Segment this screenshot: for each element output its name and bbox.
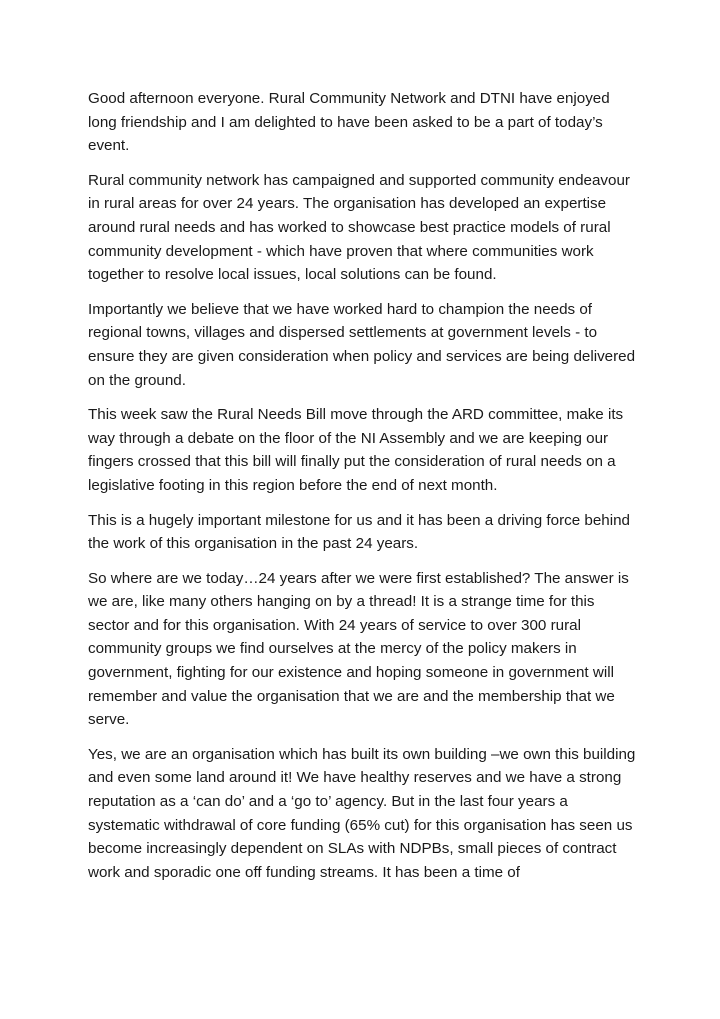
paragraph-milestone: This is a hugely important milestone for us and it has been a driving force behind the work of this organisation in the past 24 years. — [88, 511, 630, 553]
document-page — [88, 87, 640, 895]
paragraph-greeting: Good afternoon everyone. Rural Community Network and DTNI have enjoyed long friendship and I am delighted to have been asked to be a part of today’s event. — [88, 90, 610, 155]
paragraph-campaign: Rural community network has campaigned and supported community endeavour in rural areas for over 24 years. The organisation has developed an expertise around rural needs and has worked to showcase best practice models of rural community development - which have proven that where communities work together to resolve local issues, local solutions can be found. — [88, 171, 630, 284]
paragraph-organisation: Yes, we are an organisation which has built its own building –we own this building and even some land around it! We have healthy reserves and we have a strong reputation as a ‘can do’ and a ‘go to’ agency. But in the last four years a systematic withdrawal of core funding (65% cut) for this organisation has seen us become increasingly dependent on SLAs with NDPBs, small pieces of contract work and sporadic one off funding streams. It has been a time of — [88, 745, 636, 881]
paragraph-champion: Importantly we believe that we have worked hard to champion the needs of regional towns, villages and dispersed settlements at government levels - to ensure they are given consideration when policy and services are being delivered on the ground. — [88, 300, 636, 389]
paragraph-rural-needs-bill: This week saw the Rural Needs Bill move through the ARD committee, make its way through a debate on the floor of the NI Assembly and we are keeping our fingers crossed that this bill will finally put the consideration of rural needs on a legislative footing in this region before the end of next month. — [88, 406, 624, 494]
paragraph-where-are-we: So where are we today…24 years after we were first established? The answer is we are, like many others hanging on by a thread! It is a strange time for this sector and for this organisation. With 24 years of service to over 300 rural community groups we find ourselves at the mercy of the policy makers in government, fighting for our existence and hoping someone in government will remember and value the organisation that we are and the membership that we serve. — [88, 569, 629, 729]
